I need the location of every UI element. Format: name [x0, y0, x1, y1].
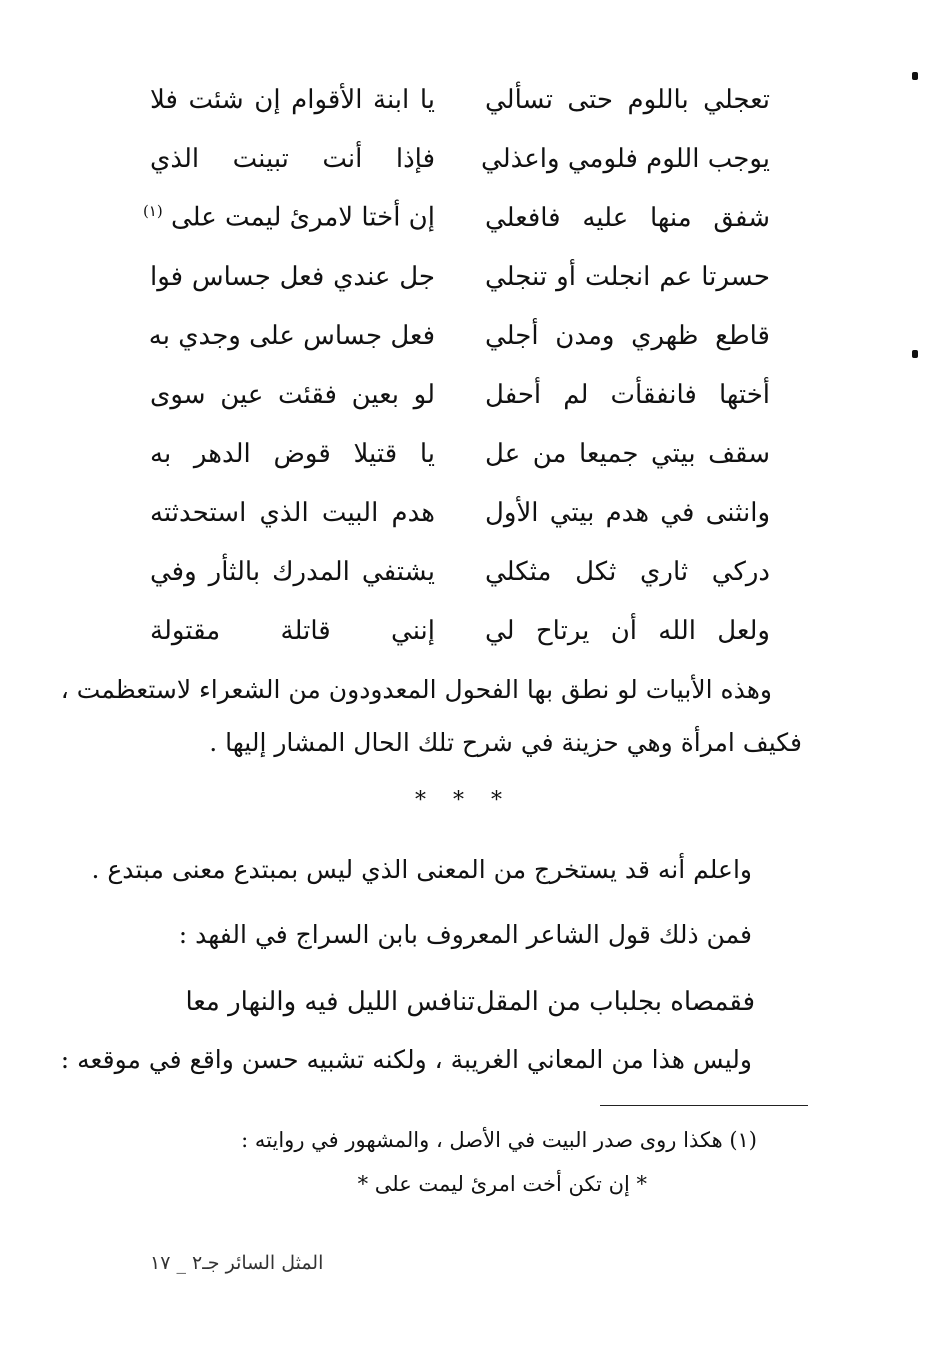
footnote-line: (١) هكذا روى صدر البيت في الأصل ، والمشهور في روايته :	[241, 1128, 757, 1152]
verse-first-hemistich: هدم البيت الذي استحدثته	[150, 497, 435, 528]
section-separator: * * *	[415, 788, 512, 813]
verse-second-hemistich: قاطع ظهري ومدن أجلي	[485, 320, 770, 351]
verse-first-hemistich: يشتفي المدرك بالثأر وفي	[150, 556, 435, 587]
verse-second-hemistich: سقف بيتي جميعا من عل	[485, 438, 770, 469]
verse-line	[150, 129, 770, 188]
verse-second-hemistich: دركي ثاري ثكل مثكلي	[485, 556, 770, 587]
verse-line	[150, 483, 770, 542]
footnote-reference: (١)	[142, 202, 163, 221]
footnote-divider	[600, 1105, 808, 1106]
verse-first-hemistich: لو بعين فقئت عين سوى	[150, 379, 435, 410]
verse-first-hemistich: يا قتيلا قوض الدهر به	[150, 438, 435, 469]
verse-first-hemistich: إنني قاتلة مقتولة	[150, 615, 435, 646]
verse-hemistich-text: إن أختا لامرئ ليمت على	[170, 202, 435, 233]
verse-line	[150, 306, 770, 365]
paragraph-line: وهذه الأبيات لو نطق بها الفحول المعدودون من الشعراء لاستعظمت ،	[60, 675, 772, 704]
verse-first-hemistich: تنافس الليل فيه والنهار معا	[185, 987, 475, 1017]
margin-mark-top	[912, 72, 918, 80]
verse-second-hemistich: شفق منها عليه فافعلي	[485, 202, 770, 233]
verse-line	[150, 601, 770, 660]
verse-line	[142, 188, 770, 247]
verse-line	[150, 424, 770, 483]
paragraph-line: وليس هذا من المعاني الغريبة ، ولكنه تشبيه حسن واقع في موقعه :	[60, 1045, 752, 1074]
poem-verses	[142, 70, 770, 660]
paragraph-line: واعلم أنه قد يستخرج من المعنى الذي ليس بمبتدع معنى مبتدع .	[91, 855, 752, 884]
margin-mark-middle	[912, 350, 918, 358]
verse-line	[150, 247, 770, 306]
verse-first-hemistich: جل عندي فعل جساس فوا	[150, 261, 435, 292]
page-footer: المثل السائر جـ٢ _ ١٧	[150, 1252, 324, 1274]
verse-second-hemistich: أختها فانفقأت لم أحفل	[485, 379, 770, 410]
verse-second-hemistich: يوجب اللوم فلومي واعذلي	[481, 143, 770, 174]
paragraph-line: فكيف امرأة وهي حزينة في شرح تلك الحال المشار إليها .	[209, 728, 802, 757]
verse-line	[150, 365, 770, 424]
verse-second-hemistich: تعجلي باللوم حتى تسألي	[485, 84, 770, 115]
verse-line	[150, 70, 770, 129]
verse-second-hemistich: حسرتا عم انجلت أو تنجلي	[485, 261, 770, 292]
verse-first-hemistich	[142, 202, 435, 233]
verse-line	[150, 542, 770, 601]
verse-first-hemistich: فعل جساس على وجدي به	[148, 320, 435, 351]
verse-first-hemistich: يا ابنة الأقوام إن شئت فلا	[150, 84, 435, 115]
verse-first-hemistich: فإذا أنت تبينت الذي	[150, 143, 435, 174]
quoted-verse	[185, 974, 755, 1030]
footnote-line: * إن تكن أخت امرئ ليمت على *	[357, 1172, 647, 1196]
verse-second-hemistich: فقمصاه بجلباب من المقل	[475, 987, 755, 1017]
verse-second-hemistich: وانثنى في هدم بيتي الأول	[485, 497, 770, 528]
verse-second-hemistich: ولعل الله أن يرتاح لي	[485, 615, 770, 646]
paragraph-line: فمن ذلك قول الشاعر المعروف بابن السراج في الفهد :	[178, 920, 752, 949]
